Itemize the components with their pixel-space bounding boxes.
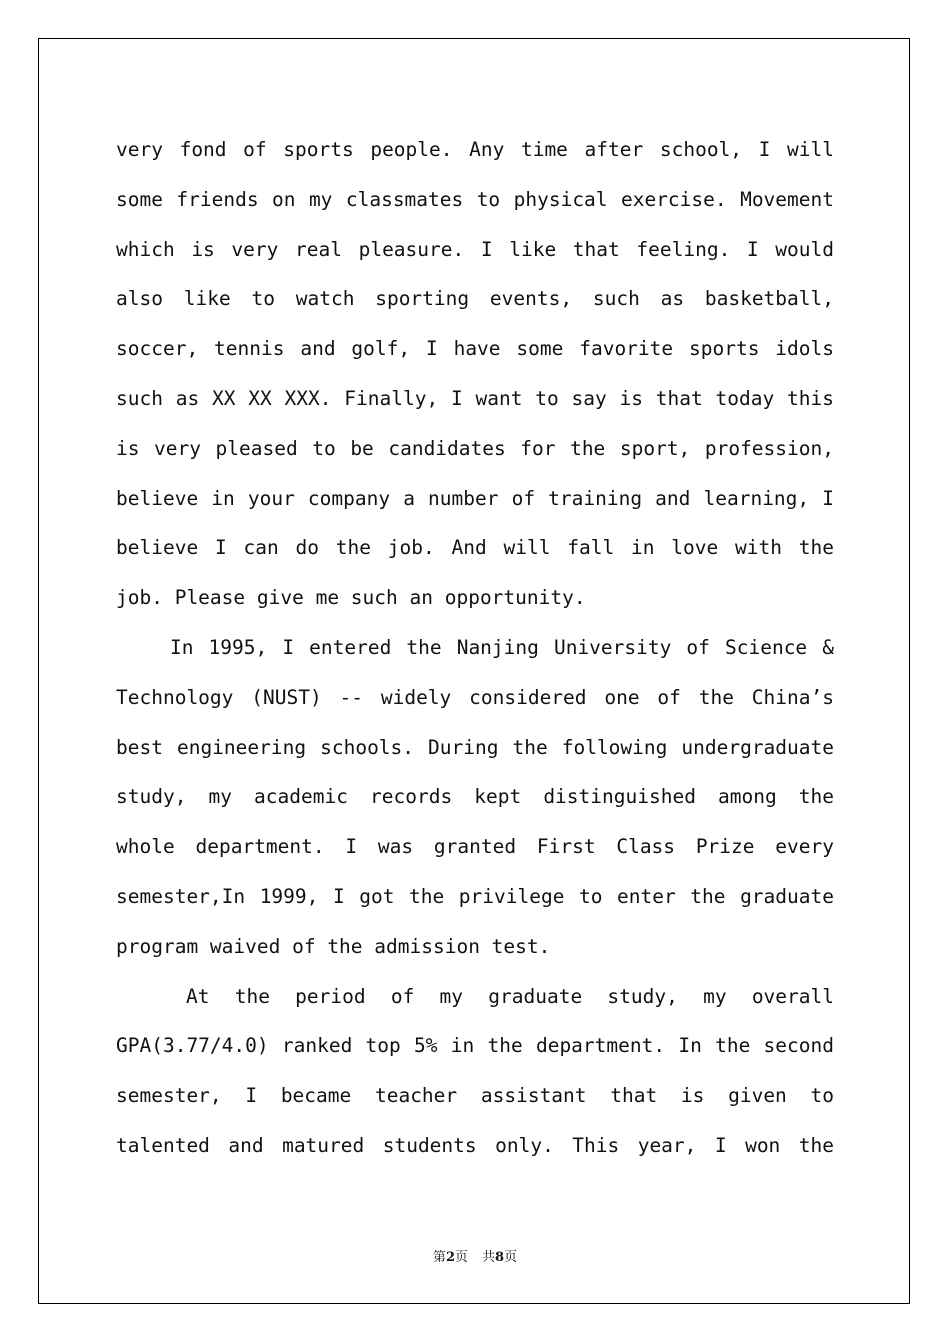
text-line: study, my academic records kept distinguished among the <box>116 785 834 809</box>
text-line: Technology (NUST) -- widely considered one of the China’s <box>116 685 834 709</box>
text-line: program waived of the admission test. <box>116 934 551 958</box>
text-line: GPA(3.77/4.0) ranked top 5% in the department. In the second <box>116 1034 834 1058</box>
text-line: In 1995, I entered the Nanjing University of Science & <box>170 635 834 659</box>
text-line: is very pleased to be candidates for the sport, profession, <box>116 436 834 460</box>
page-suffix: 页 <box>454 1250 468 1265</box>
text-line: very fond of sports people. Any time after school, I will <box>116 138 834 161</box>
text-line: soccer, tennis and golf, I have some favorite sports idols <box>116 337 834 361</box>
text-line: believe in your company a number of training and learning, I <box>116 486 834 510</box>
page-footer <box>0 1246 950 1265</box>
text-line: job. Please give me such an opportunity. <box>116 586 586 610</box>
text-line: some friends on my classmates to physical exercise. Movement <box>116 187 834 211</box>
text-line: best engineering schools. During the following undergraduate <box>116 735 834 759</box>
text-line: whole department. I was granted First Class Prize every <box>116 835 834 859</box>
page-prefix: 第 <box>432 1250 446 1265</box>
text-line: which is very real pleasure. I like that feeling. I would <box>116 237 834 261</box>
total-page-number: 8 <box>495 1250 505 1265</box>
current-page-number: 2 <box>445 1250 455 1265</box>
text-line: also like to watch sporting events, such as basketball, <box>116 287 834 311</box>
text-line: semester,In 1999, I got the privilege to enter the graduate <box>116 884 834 908</box>
total-prefix: 共 <box>482 1250 496 1265</box>
text-line: talented and matured students only. This year, I won the <box>116 1133 834 1157</box>
total-suffix: 页 <box>504 1250 518 1265</box>
text-line: semester, I became teacher assistant that is given to <box>116 1084 834 1108</box>
text-line: At the period of my graduate study, my overall <box>186 984 834 1008</box>
document-body <box>116 125 834 1171</box>
text-line: such as XX XX XXX. Finally, I want to say is that today this <box>116 386 834 410</box>
text-line: believe I can do the job. And will fall in love with the <box>116 536 834 560</box>
